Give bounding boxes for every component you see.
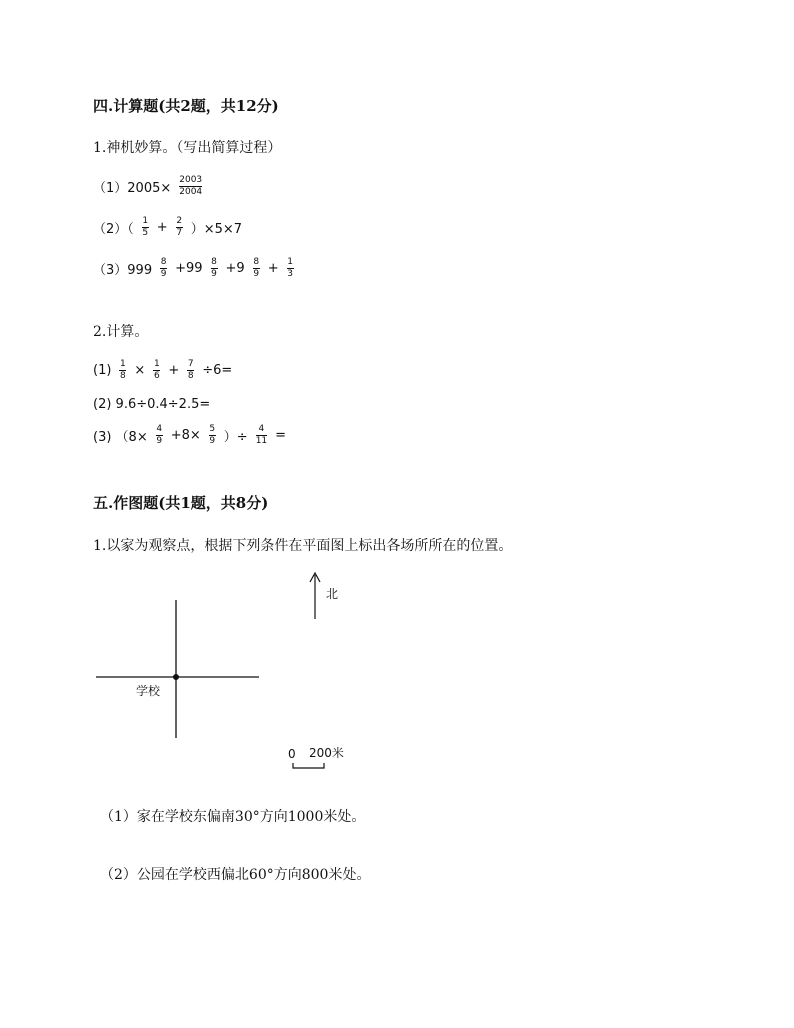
numerator: 5 (209, 424, 216, 434)
question-1-prompt: 1.神机妙算。（写出简算过程） (93, 140, 282, 156)
operator: × (134, 363, 146, 378)
numerator: 2003 (179, 175, 203, 185)
numerator: 8 (253, 257, 260, 267)
school-point (173, 674, 179, 680)
scale-length-label: 200米 (309, 746, 344, 760)
denominator: 7 (176, 228, 183, 238)
numerator: 8 (160, 257, 167, 267)
operator: +9 (225, 261, 245, 276)
operator: + (156, 220, 168, 235)
operator: +99 (175, 261, 203, 276)
scale-zero-label: 0 (288, 747, 296, 761)
section-5-title: 五.作图题(共1题，共8分) (93, 494, 269, 512)
denominator: 9 (253, 269, 260, 279)
denominator: 9 (160, 269, 167, 279)
question-5-1-prompt: 1.以家为观察点，根据下列条件在平面图上标出各场所所在的位置。 (93, 538, 513, 554)
operator: + (168, 363, 180, 378)
q2-item-2: (2) 9.6÷0.4÷2.5= (93, 397, 211, 412)
denominator: 11 (255, 436, 268, 446)
denominator: 9 (209, 436, 216, 446)
operator: + (267, 261, 279, 276)
expression-tail: = (275, 428, 287, 443)
q1-item-3-label: （3）999 (93, 263, 153, 278)
numerator: 1 (287, 257, 293, 267)
numerator: 8 (211, 257, 217, 267)
numerator: 1 (153, 359, 160, 369)
condition-1: （1）家在学校东偏南30°方向1000米处。 (100, 809, 366, 825)
numerator: 7 (187, 359, 194, 369)
q1-item-1-label: （1）2005× (93, 181, 172, 196)
denominator: 9 (156, 436, 163, 446)
operator: +8× (170, 428, 201, 443)
school-label: 学校 (136, 684, 161, 698)
q2-item-1-label: (1) (93, 363, 112, 378)
denominator: 8 (187, 371, 194, 381)
condition-2: （2）公园在学校西偏北60°方向800米处。 (100, 867, 371, 883)
denominator: 3 (287, 269, 293, 279)
operator: ）÷ (223, 430, 248, 445)
denominator: 5 (142, 228, 149, 238)
denominator: 6 (153, 371, 160, 381)
denominator: 9 (211, 269, 217, 279)
numerator: 2 (176, 216, 183, 226)
scale-bar (293, 763, 324, 768)
numerator: 4 (258, 424, 265, 434)
expression-tail: ）×5×7 (190, 222, 243, 237)
numerator: 1 (142, 216, 149, 226)
numerator: 1 (120, 359, 126, 369)
denominator: 8 (120, 371, 126, 381)
q2-item-3-label: (3) （8× (93, 430, 148, 445)
expression-tail: ÷6= (202, 363, 233, 378)
q1-item-2-label: （2）（ (93, 222, 134, 237)
denominator: 2004 (179, 187, 203, 197)
numerator: 4 (156, 424, 163, 434)
north-label: 北 (326, 587, 339, 601)
section-4-title: 四.计算题(共2题，共12分) (93, 97, 279, 115)
question-2-prompt: 2.计算。 (93, 324, 149, 340)
